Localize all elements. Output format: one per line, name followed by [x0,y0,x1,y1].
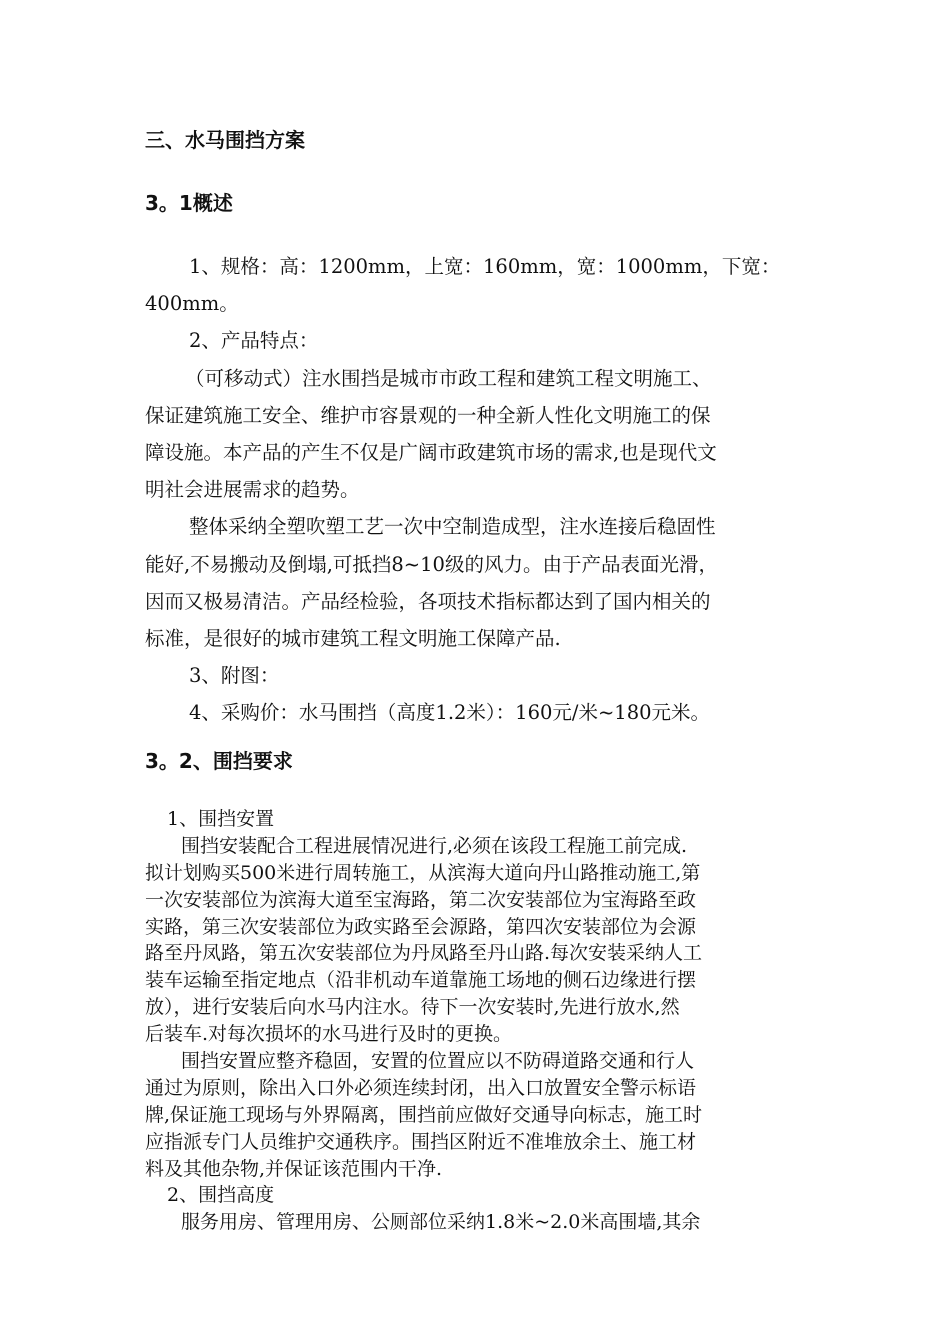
paragraph-line: 标准，是很好的城市建筑工程文明施工保障产品. [145,626,561,650]
paragraph-line: 实路，第三次安装部位为政实路至会源路，第四次安装部位为会源 [145,915,697,938]
paragraph-line: 障设施。本产品的产生不仅是广阔市政建筑市场的需求,也是现代文 [145,440,717,464]
paragraph-line: 明社会进展需求的趋势。 [145,478,360,502]
paragraph-line: 保证建筑施工安全、维护市容景观的一种全新人性化文明施工的保 [145,403,711,427]
section-title: 三、水马围挡方案 [145,128,305,152]
item-heading: 2、围挡高度 [167,1184,275,1207]
paragraph-line: 能好,不易搬动及倒塌,可抵挡8~10级的风力。由于产品表面光滑， [145,552,718,576]
figure-label: 3、附图： [189,664,280,688]
features-label: 2、产品特点： [189,329,319,353]
paragraph-line: 应指派专门人员维护交通秩序。围挡区附近不准堆放余土、施工材 [145,1130,697,1153]
paragraph-line: 牌,保证施工现场与外界隔离，围挡前应做好交通导向标志，施工时 [145,1103,703,1126]
paragraph-line: 装车运输至指定地点（沿非机动车道靠施工场地的侧石边缘进行摆 [145,969,697,992]
paragraph-line: 后装车.对每次损坏的水马进行及时的更换。 [145,1023,513,1046]
paragraph-line: 服务用房、管理用房、公厕部位采纳1.8米~2.0米高围墙,其余 [181,1211,701,1234]
paragraph-line: 通过为原则，除出入口外必须连续封闭，出入口放置安全警示标语 [145,1076,697,1099]
paragraph-line: 围挡安装配合工程进展情况进行,必须在该段工程施工前完成. [181,834,688,857]
spec-line-cont: 400mm。 [145,292,239,316]
requirements-body [145,806,805,1236]
paragraph-line: 料及其他杂物,并保证该范围内干净. [145,1157,443,1180]
paragraph-line: 围挡安置应整齐稳固，安置的位置应以不防碍道路交通和行人 [181,1050,695,1073]
price-line: 4、采购价：水马围挡（高度1.2米）：160元/米~180元米。 [189,701,711,725]
paragraph-line: 因而又极易清洁。产品经检验，各项技术指标都达到了国内相关的 [145,589,711,613]
paragraph-line: 一次安装部位为滨海大道至宝海路，第二次安装部位为宝海路至政 [145,888,697,911]
subsection-title-overview: 3。1概述 [145,191,233,215]
overview-body [145,248,805,731]
paragraph-line: 拟计划购买500米进行周转施工，从滨海大道向丹山路推动施工,第 [145,861,701,884]
paragraph-line: （可移动式）注水围挡是城市市政工程和建筑工程文明施工、 [185,366,712,390]
paragraph-line: 放），进行安装后向水马内注水。待下一次安装时,先进行放水,然 [145,996,680,1019]
item-heading: 1、围挡安置 [167,808,275,830]
paragraph-line: 整体采纳全塑吹塑工艺一次中空制造成型，注水连接后稳固性 [189,515,716,539]
subsection-title-requirements: 3。2、围挡要求 [145,749,293,773]
spec-line: 1、规格：高：1200mm，上宽：160mm，宽：1000mm，下宽： [189,255,781,278]
paragraph-line: 路至丹凤路，第五次安装部位为丹凤路至丹山路.每次安装采纳人工 [145,942,703,965]
